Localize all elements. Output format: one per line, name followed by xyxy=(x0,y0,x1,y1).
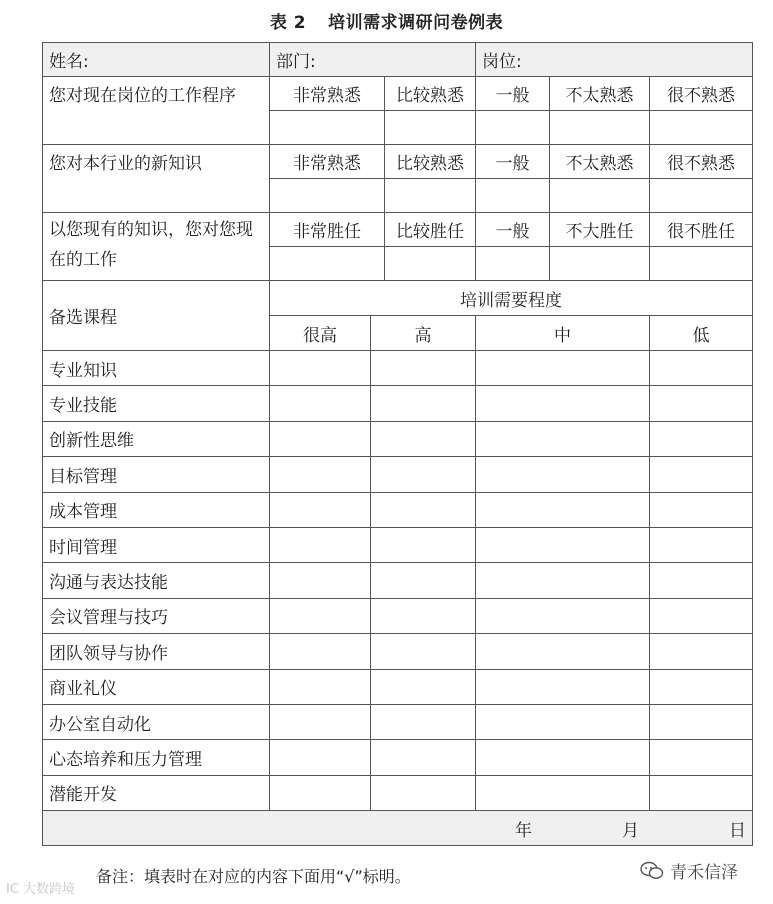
rating-cell[interactable] xyxy=(371,457,476,492)
rating-cell[interactable] xyxy=(371,634,476,669)
rating-cell[interactable] xyxy=(371,351,476,386)
course-row xyxy=(43,421,753,456)
rating-cell[interactable] xyxy=(476,527,650,562)
course-row xyxy=(43,704,753,739)
course-row xyxy=(43,598,753,633)
rating-cell[interactable] xyxy=(476,704,650,739)
option-label: 一般 xyxy=(476,77,550,111)
course-row xyxy=(43,669,753,704)
rating-cell[interactable] xyxy=(476,457,650,492)
position-cell[interactable]: 岗位: xyxy=(476,43,753,77)
rating-cell[interactable] xyxy=(476,563,650,598)
course-header-row xyxy=(43,281,753,316)
rating-cell[interactable] xyxy=(476,634,650,669)
wechat-icon xyxy=(640,861,664,881)
rating-cell[interactable] xyxy=(650,563,753,598)
answer-cell[interactable] xyxy=(476,111,550,145)
rating-cell[interactable] xyxy=(270,492,371,527)
answer-cell[interactable] xyxy=(270,111,385,145)
watermark-right xyxy=(640,858,738,883)
rating-cell[interactable] xyxy=(371,563,476,598)
option-label: 非常熟悉 xyxy=(270,77,385,111)
rating-cell[interactable] xyxy=(476,740,650,775)
answer-cell[interactable] xyxy=(550,179,650,213)
year-label: 年 xyxy=(515,820,533,841)
rating-cell[interactable] xyxy=(371,775,476,810)
course-name: 潜能开发 xyxy=(43,775,270,810)
rating-cell[interactable] xyxy=(270,669,371,704)
day-label: 日 xyxy=(729,820,747,841)
option-label: 不太熟悉 xyxy=(550,145,650,179)
course-name: 时间管理 xyxy=(43,527,270,562)
rating-cell[interactable] xyxy=(476,598,650,633)
option-label: 很不熟悉 xyxy=(650,77,753,111)
month-label: 月 xyxy=(622,820,640,841)
rating-cell[interactable] xyxy=(270,351,371,386)
course-row xyxy=(43,563,753,598)
answer-cell[interactable] xyxy=(270,179,385,213)
date-cell[interactable] xyxy=(43,811,753,846)
answer-cell[interactable] xyxy=(476,179,550,213)
rating-cell[interactable] xyxy=(371,740,476,775)
rating-cell[interactable] xyxy=(371,386,476,421)
rating-cell[interactable] xyxy=(371,527,476,562)
rating-cell[interactable] xyxy=(270,563,371,598)
answer-cell[interactable] xyxy=(550,247,650,281)
answer-cell[interactable] xyxy=(650,247,753,281)
footnote: 备注：填表时在对应的内容下面用“√”标明。 xyxy=(96,867,411,886)
answer-cell[interactable] xyxy=(650,179,753,213)
course-list xyxy=(43,351,753,811)
date-row xyxy=(43,811,753,846)
course-row xyxy=(43,775,753,810)
rating-cell[interactable] xyxy=(650,598,753,633)
course-row xyxy=(43,351,753,386)
info-row xyxy=(43,43,753,77)
rating-cell[interactable] xyxy=(270,634,371,669)
course-name: 会议管理与技巧 xyxy=(43,598,270,633)
answer-cell[interactable] xyxy=(385,179,476,213)
option-label: 一般 xyxy=(476,213,550,247)
course-name: 成本管理 xyxy=(43,492,270,527)
rating-cell[interactable] xyxy=(650,775,753,810)
option-label: 非常胜任 xyxy=(270,213,385,247)
rating-cell[interactable] xyxy=(476,492,650,527)
table-title-text: 培训需求调研问卷例表 xyxy=(328,13,504,33)
course-name: 商业礼仪 xyxy=(43,669,270,704)
course-name: 目标管理 xyxy=(43,457,270,492)
rating-cell[interactable] xyxy=(650,351,753,386)
rating-cell[interactable] xyxy=(476,421,650,456)
rating-cell[interactable] xyxy=(650,704,753,739)
rating-cell[interactable] xyxy=(650,740,753,775)
question-label: 您对现在岗位的工作程序 xyxy=(43,77,270,145)
rating-cell[interactable] xyxy=(650,527,753,562)
rating-cell[interactable] xyxy=(371,704,476,739)
course-name: 专业知识 xyxy=(43,351,270,386)
answer-cell[interactable] xyxy=(385,247,476,281)
course-name: 团队领导与协作 xyxy=(43,634,270,669)
option-label: 非常熟悉 xyxy=(270,145,385,179)
need-level-title: 培训需要程度 xyxy=(270,281,753,316)
rating-cell[interactable] xyxy=(650,669,753,704)
option-label: 不大胜任 xyxy=(550,213,650,247)
option-label: 一般 xyxy=(476,145,550,179)
rating-cell[interactable] xyxy=(476,775,650,810)
table-title xyxy=(0,8,773,33)
rating-cell[interactable] xyxy=(270,704,371,739)
option-label: 比较熟悉 xyxy=(385,77,476,111)
answer-cell[interactable] xyxy=(270,247,385,281)
answer-cell[interactable] xyxy=(476,247,550,281)
option-label: 很不胜任 xyxy=(650,213,753,247)
course-row xyxy=(43,634,753,669)
department-cell[interactable]: 部门: xyxy=(270,43,476,77)
name-cell[interactable]: 姓名: xyxy=(43,43,270,77)
answer-cell[interactable] xyxy=(550,111,650,145)
rating-cell[interactable] xyxy=(650,457,753,492)
course-name: 专业技能 xyxy=(43,386,270,421)
watermark-right-text: 青禾信泽 xyxy=(670,863,738,883)
option-label: 比较胜任 xyxy=(385,213,476,247)
rating-cell[interactable] xyxy=(270,740,371,775)
course-row xyxy=(43,492,753,527)
level-label: 低 xyxy=(650,316,753,351)
level-label: 高 xyxy=(371,316,476,351)
course-name: 办公室自动化 xyxy=(43,704,270,739)
rating-cell[interactable] xyxy=(650,386,753,421)
rating-cell[interactable] xyxy=(270,775,371,810)
question-row xyxy=(43,77,753,111)
answer-cell[interactable] xyxy=(650,111,753,145)
option-label: 很不熟悉 xyxy=(650,145,753,179)
question-label: 您对本行业的新知识 xyxy=(43,145,270,213)
course-row xyxy=(43,527,753,562)
rating-cell[interactable] xyxy=(476,351,650,386)
rating-cell[interactable] xyxy=(650,492,753,527)
rating-cell[interactable] xyxy=(371,598,476,633)
table-number: 表 2 xyxy=(269,13,307,33)
rating-cell[interactable] xyxy=(270,386,371,421)
option-label: 不太熟悉 xyxy=(550,77,650,111)
question-label: 以您现有的知识，您对您现在的工作 xyxy=(43,213,270,281)
rating-cell[interactable] xyxy=(650,634,753,669)
question-row xyxy=(43,145,753,179)
rating-cell[interactable] xyxy=(371,492,476,527)
survey-table xyxy=(42,42,753,846)
course-row xyxy=(43,740,753,775)
rating-cell[interactable] xyxy=(371,421,476,456)
rating-cell[interactable] xyxy=(270,598,371,633)
rating-cell[interactable] xyxy=(650,421,753,456)
course-header-label: 备选课程 xyxy=(43,281,270,351)
rating-cell[interactable] xyxy=(270,527,371,562)
answer-cell[interactable] xyxy=(385,111,476,145)
level-label: 中 xyxy=(476,316,650,351)
rating-cell[interactable] xyxy=(270,457,371,492)
course-name: 沟通与表达技能 xyxy=(43,563,270,598)
option-label: 比较熟悉 xyxy=(385,145,476,179)
question-row xyxy=(43,213,753,247)
rating-cell[interactable] xyxy=(476,669,650,704)
rating-cell[interactable] xyxy=(270,421,371,456)
watermark-left: IC 大数跨境 xyxy=(6,882,76,897)
level-label: 很高 xyxy=(270,316,371,351)
course-name: 创新性思维 xyxy=(43,421,270,456)
course-row xyxy=(43,386,753,421)
course-row xyxy=(43,457,753,492)
rating-cell[interactable] xyxy=(476,386,650,421)
course-name: 心态培养和压力管理 xyxy=(43,740,270,775)
rating-cell[interactable] xyxy=(371,669,476,704)
